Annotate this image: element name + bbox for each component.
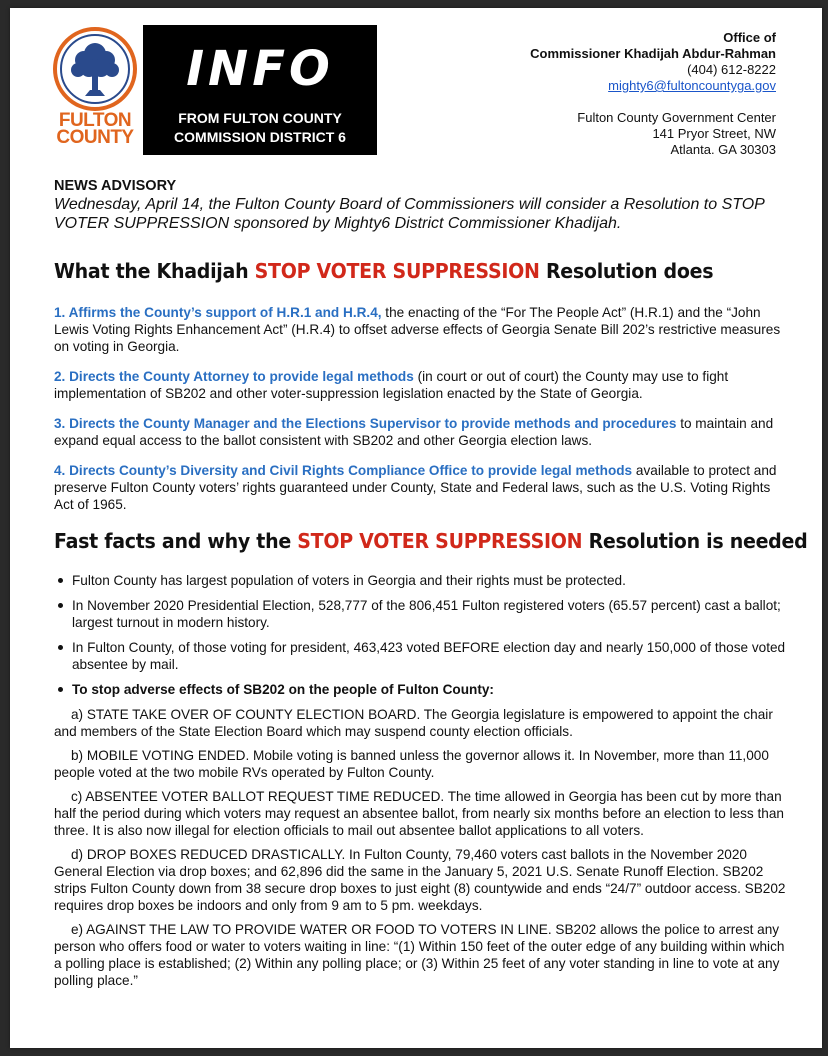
info-banner — [143, 25, 377, 155]
logo-wordmark: FULTON COUNTY — [56, 110, 134, 148]
news-advisory — [54, 178, 784, 233]
sb202-effect-item: b) MOBILE VOTING ENDED. Mobile voting is banned unless the governor allows it. In November, more than 11,000 people voted at the two mobile RVs operated by Fulton County. — [54, 748, 769, 780]
info-title: INFO — [186, 41, 334, 97]
phone-number: (404) 612-8222 — [687, 62, 776, 77]
fast-facts-list — [54, 572, 788, 996]
fact-bullet: Fulton County has largest population of voters in Georgia and their rights must be protected. — [54, 572, 788, 589]
resolution-point: 2. Directs the County Attorney to provide legal methods (in court or out of court) the County may use to fight implementation of SB202 and other voter-suppression legislation enacted by the State of Georgia. — [54, 369, 729, 401]
tree-logo-icon — [52, 26, 138, 112]
resolution-points-list — [54, 304, 788, 526]
section-heading-fast-facts: Fast facts and why the STOP VOTER SUPPRESSION Resolution is needed — [54, 529, 808, 553]
resolution-point: 4. Directs County’s Diversity and Civil Rights Compliance Office to provide legal methods available to protect and preserve Fulton County voters’ rights guaranteed under County, State and Federal laws, such as the U.S. Voting Rights Act of 1965. — [54, 463, 777, 512]
office-line-2: Commissioner Khadijah Abdur-Rahman — [530, 46, 776, 61]
resolution-point: 1. Affirms the County’s support of H.R.1 and H.R.4, the enacting of the “For The People Act” (H.R.1) and the “John Lewis Voting Rights Enhancement Act” (H.R.4) to offset adverse effects of Georgia Senate Bill 202’s restrictive measures on voting in Georgia. — [54, 305, 781, 354]
fact-bullet: In November 2020 Presidential Election, 528,777 of the 806,451 Fulton registered voters (65.57 percent) cast a ballot; largest turnout in modern history. — [54, 597, 788, 631]
contact-block — [446, 30, 776, 158]
info-subtitle: FROM FULTON COUNTY COMMISSION DISTRICT 6 — [174, 110, 346, 145]
sb202-effect-item: d) DROP BOXES REDUCED DRASTICALLY. In Fulton County, 79,460 voters cast ballots in the November 2020 General Election via drop boxes; and 62,896 did the same in the January 5, 2021 U.S. Senate Runoff Election. SB202 strips Fulton County down from 38 secure drop boxes to just eight (8) countywide and ends “24/7” outdoor access. SB202 requires drop boxes be indoors and only from 9 am to 5 pm. weekdays. — [54, 847, 786, 913]
email-link[interactable]: mighty6@fultoncountyga.gov — [608, 78, 776, 93]
fact-bullet-heading: To stop adverse effects of SB202 on the people of Fulton County: — [54, 681, 788, 698]
document-page — [10, 8, 822, 1048]
section-heading-resolution-does: What the Khadijah STOP VOTER SUPPRESSION Resolution does — [54, 259, 714, 283]
fact-bullet: In Fulton County, of those voting for president, 463,423 voted BEFORE election day and nearly 150,000 of those voted absentee by mail. — [54, 639, 788, 673]
address-line-2: 141 Pryor Street, NW — [652, 126, 776, 141]
sb202-effect-item: a) STATE TAKE OVER OF COUNTY ELECTION BOARD. The Georgia legislature is empowered to appoint the chair and members of the State Election Board which may suspend county election officials. — [54, 707, 773, 739]
sb202-effect-item: c) ABSENTEE VOTER BALLOT REQUEST TIME REDUCED. The time allowed in Georgia has been cut by more than half the period during which voters may request an absentee ballot, from nearly six months before an election to less than three. It is also now illegal for election officials to mail out absentee ballot applications to all voters. — [54, 789, 784, 838]
advisory-text: Wednesday, April 14, the Fulton County Board of Commissioners will consider a Resolution to STOP VOTER SUPPRESSION sponsored by Mighty6 District Commissioner Khadijah. — [54, 196, 765, 232]
office-line-1: Office of — [723, 30, 776, 45]
address-line-1: Fulton County Government Center — [577, 110, 776, 125]
address-line-3: Atlanta. GA 30303 — [670, 142, 776, 157]
resolution-point: 3. Directs the County Manager and the Elections Supervisor to provide methods and procedures to maintain and expand equal access to the ballot consistent with SB202 and other Georgia election laws. — [54, 416, 774, 448]
sb202-effect-item: e) AGAINST THE LAW TO PROVIDE WATER OR FOOD TO VOTERS IN LINE. SB202 allows the police to arrest any person who offers food or water to voters waiting in line: “(1) Within 150 feet of the outer edge of any building within which a polling place is established; (2) Within any polling place; or (3) Within 25 feet of any voter standing in line to vote at any polling place.” — [54, 922, 785, 988]
fulton-county-logo — [52, 26, 138, 154]
advisory-label: NEWS ADVISORY — [54, 178, 177, 194]
